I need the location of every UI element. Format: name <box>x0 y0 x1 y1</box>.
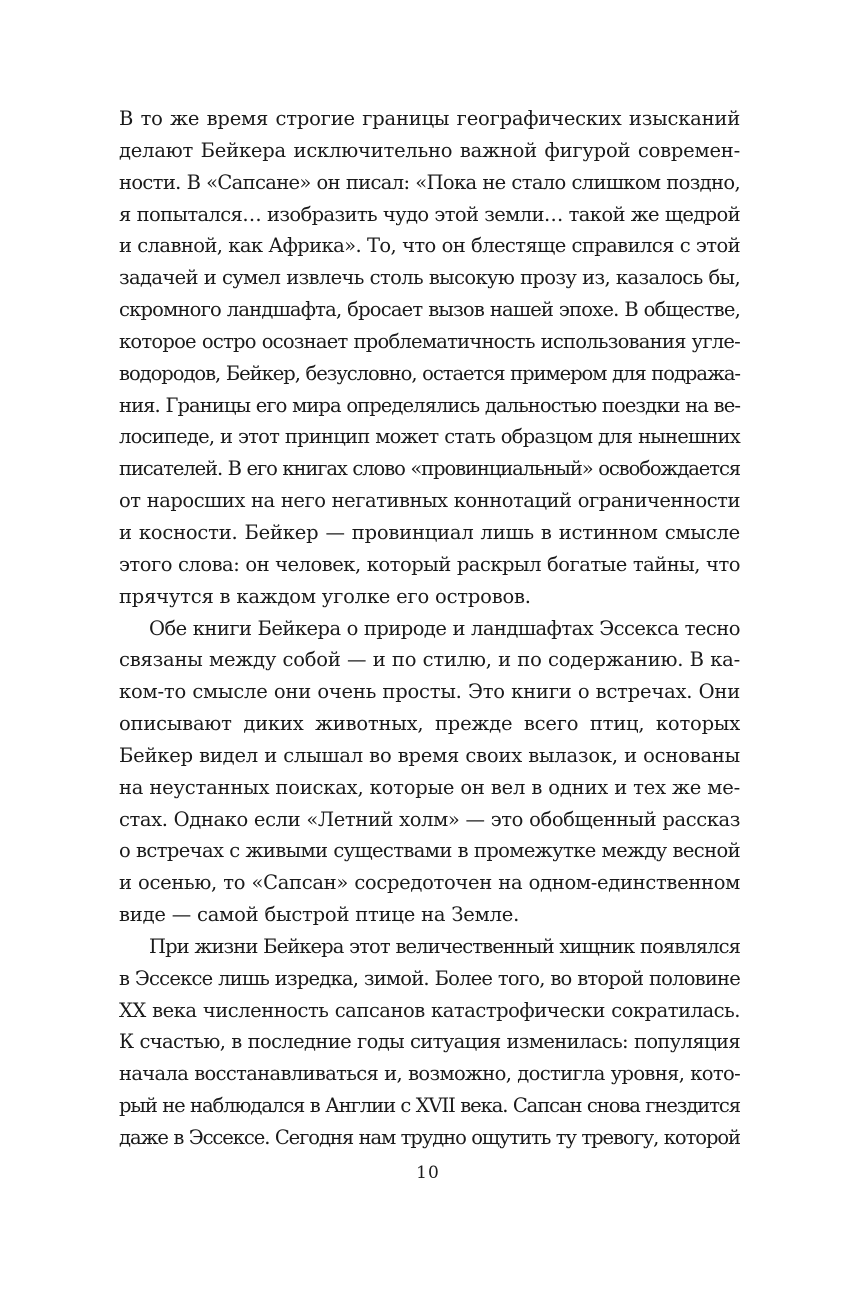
text-line: писателей. В его книгах слово «провинциальный» освобождается <box>119 457 740 481</box>
text-line: и осенью, то «Сапсан» сосредоточен на одном-единственном <box>119 871 740 895</box>
text-line: Обе книги Бейкера о природе и ландшафтах Эссекса тесно <box>149 616 740 640</box>
text-line: на неустанных поисках, которые он вел в одних и тех же ме- <box>119 775 740 799</box>
text-line: водородов, Бейкер, безусловно, остается примером для подража- <box>119 361 740 385</box>
text-line: рый не наблюдался в Англии с XVII века. Сапсан снова гнездится <box>119 1094 740 1118</box>
text-line: я попытался… изобразить чудо этой земли… такой же щедрой <box>119 202 740 226</box>
text-line: К счастью, в последние годы ситуация изменилась: популяция <box>119 1030 740 1054</box>
text-line: стах. Однако если «Летний холм» — это обобщенный рассказ <box>119 807 740 831</box>
text-line: В то же время строгие границы географических изысканий <box>119 107 740 130</box>
page-number: 10 <box>416 1163 440 1183</box>
text-line: ком-то смысле они очень просты. Это книги о встречах. Они <box>119 680 740 704</box>
text-line: и косности. Бейкер — провинциал лишь в истинном смысле <box>119 520 740 544</box>
text-line: XX века численность сапсанов катастрофически сократилась. <box>119 998 740 1022</box>
paragraph-3 <box>119 931 740 1154</box>
text-line: начала восстанавливаться и, возможно, достигла уровня, кото- <box>119 1062 740 1086</box>
text-line: связаны между собой — и по стилю, и по содержанию. В ка- <box>119 648 740 672</box>
text-line: даже в Эссексе. Сегодня нам трудно ощутить ту тревогу, которой <box>119 1126 740 1149</box>
text-line: этого слова: он человек, который раскрыл богатые тайны, что <box>119 552 740 576</box>
text-line: которое остро осознает проблематичность использования угле- <box>119 329 740 353</box>
text-line: делают Бейкера исключительно важной фигурой современ- <box>119 138 740 162</box>
text-line: ния. Границы его мира определялись дальностью поездки на ве- <box>119 393 740 417</box>
text-line: скромного ландшафта, бросает вызов нашей эпохе. В обществе, <box>119 298 740 322</box>
text-line: Бейкер видел и слышал во время своих вылазок, и основаны <box>119 743 740 767</box>
text-line: о встречах с живыми существами в промежутке между весной <box>119 839 740 863</box>
text-line: При жизни Бейкера этот величественный хищник появлялся <box>149 934 740 958</box>
text-line: в Эссексе лишь изредка, зимой. Более того, во второй половине <box>119 966 740 990</box>
body-text <box>119 103 740 1154</box>
text-line: прячутся в каждом уголке его островов. <box>119 584 531 608</box>
paragraph-1 <box>119 103 740 613</box>
text-line: лосипеде, и этот принцип может стать образцом для нынешних <box>119 425 740 449</box>
text-line: задачей и сумел извлечь столь высокую прозу из, казалось бы, <box>119 266 740 290</box>
text-line: и славной, как Африка». То, что он блестяще справился с этой <box>119 234 740 258</box>
text-line: описывают диких животных, прежде всего птиц, которых <box>119 712 740 736</box>
text-line: виде — самой быстрой птице на Земле. <box>119 903 520 927</box>
text-line: от наросших на него негативных коннотаций ограниченности <box>119 489 740 513</box>
text-line: ности. В «Сапсане» он писал: «Пока не стало слишком поздно, <box>119 170 740 194</box>
paragraph-2 <box>119 613 740 931</box>
